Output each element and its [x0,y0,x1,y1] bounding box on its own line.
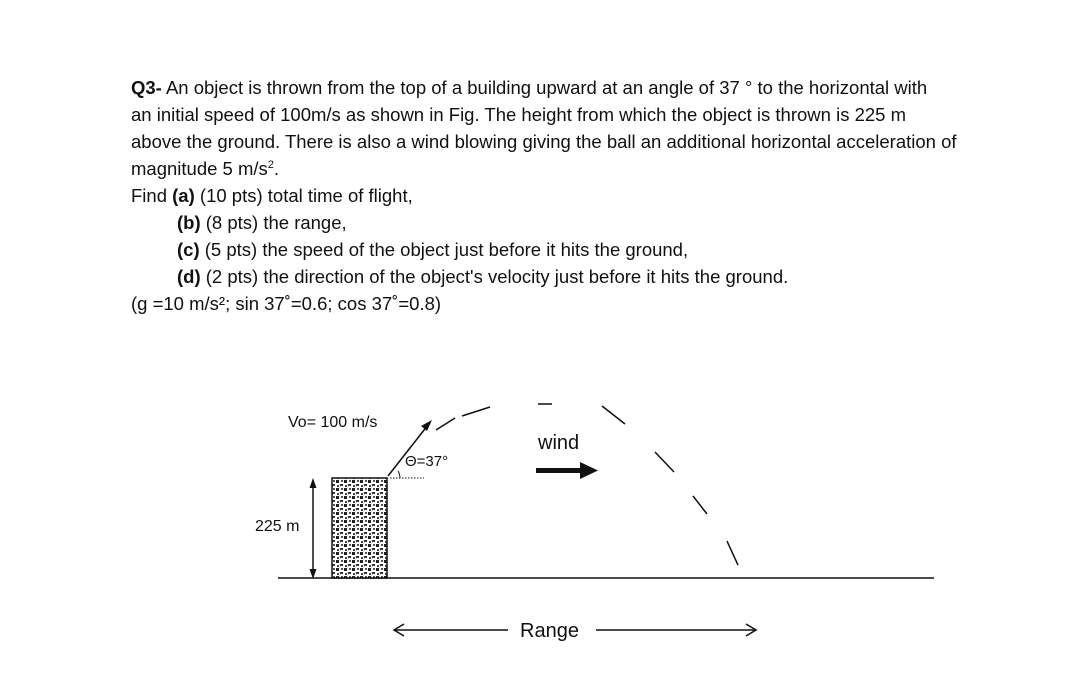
range-label: Range [520,620,579,642]
height-label: 225 m [255,518,300,535]
question-line-2: an initial speed of 100m/s as shown in Fig. The height from which the object is thrown is 225 m [131,104,907,125]
height-arrow [310,478,317,579]
trajectory [436,404,738,565]
find-part-c: (c) (5 pts) the speed of the object just before it hits the ground, [177,239,689,260]
building [332,478,387,578]
wind-arrow [536,462,598,479]
range-arrow-right [596,624,756,636]
find-part-a: Find (a) (10 pts) total time of flight, [131,185,413,206]
angle-arc [398,471,400,478]
question-line-3: above the ground. There is also a wind blowing giving the ball an additional horizontal acceleration of [131,131,957,152]
find-part-b: (b) (8 pts) the range, [177,212,347,233]
question-line-1: Q3- An object is thrown from the top of a building upward at an angle of 37 ° to the horizontal with [131,77,928,98]
v0-label: Vo= 100 m/s [288,414,378,431]
range-arrow-left [394,624,508,636]
angle-label: Θ=37° [405,453,449,470]
find-part-d: (d) (2 pts) the direction of the object's velocity just before it hits the ground. [177,266,789,287]
question-line-4: magnitude 5 $m/s^2$. [131,158,280,179]
wind-label: wind [538,432,580,454]
given-constants: (g =10 m/s²; sin 37˚=0.6; cos 37˚=0.8) [131,293,442,314]
question-label: Q3- [131,77,162,98]
